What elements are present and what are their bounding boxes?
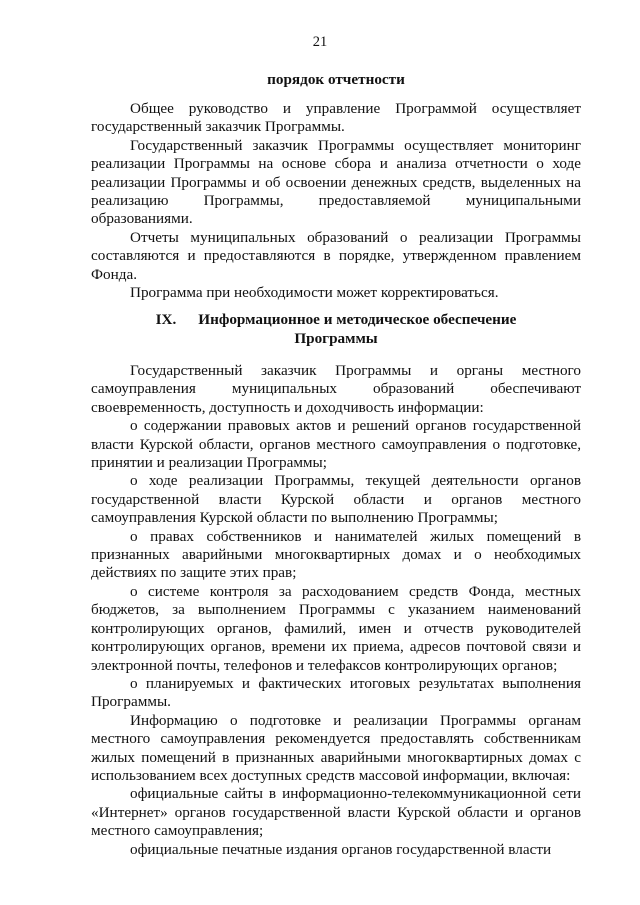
paragraph: официальные печатные издания органов государственной власти [130, 840, 552, 858]
paragraph: Отчеты муниципальных образований о реализации Программы составляются и предоставляются в порядке, утвержденном правлением Фонда. [91, 228, 581, 283]
paragraph: о правах собственников и нанимателей жилых помещений в признанных аварийными многоквартирных домах и о необходимых действиях по защите этих прав; [91, 527, 581, 582]
paragraph: Информацию о подготовке и реализации Программы органам местного самоуправления рекомендуется предоставлять собственникам жилых помещений в признанных аварийными многоквартирных домах с использованием всех доступных средств массовой информации, включая: [91, 711, 581, 784]
paragraph: официальные сайты в информационно-телекоммуникационной сети «Интернет» органов государственной власти Курской области и органов местного самоуправления; [91, 785, 581, 840]
paragraph: Общее руководство и управление Программой осуществляет государственный заказчик Программы. [91, 100, 581, 136]
section-number: IX. [155, 311, 177, 328]
paragraph: о содержании правовых актов и решений органов государственной власти Курской области, органов местного самоуправления о подготовке, принятии и реализации Программы; [91, 417, 581, 472]
paragraph: о ходе реализации Программы, текущей деятельности органов государственной власти Курской области и органов местного самоуправления Курской области по выполнению Программы; [91, 472, 581, 527]
section-title-line1: Информационное и методическое обеспечение [198, 311, 517, 328]
page-number: 21 [312, 34, 328, 50]
paragraph: о системе контроля за расходованием средств Фонда, местных бюджетов, за выполнением Программы с указанием наименований контролирующих органов, фамилий, имен и отчеств руководителей контролирующих органов, времени их приема, адресов почтовой связи и электронной почты, телефонов и телефаксов контролирующих органов; [91, 582, 581, 674]
paragraph: Государственный заказчик Программы и органы местного самоуправления муниципальных образований обеспечивают своевременность, доступность и доходчивость информации: [91, 362, 581, 416]
paragraph: о планируемых и фактических итоговых результатах выполнения Программы. [91, 674, 581, 711]
reporting-text-block [91, 100, 581, 302]
section-title-line2: Программы [294, 330, 378, 347]
section-ix-text-block [91, 362, 581, 859]
section-heading-reporting: порядок отчетности [267, 71, 405, 88]
paragraph: Программа при необходимости может корректироваться. [130, 284, 499, 302]
section-ix-heading [91, 310, 581, 348]
paragraph: Государственный заказчик Программы осуществляет мониторинг реализации Программы на основе сбора и анализа отчетности о ходе реализации Программы и об освоении денежных средств, выделенных на реализацию Программы, предоставляемой муниципальными образованиями. [91, 136, 581, 228]
section-ix-title-line [91, 310, 581, 329]
